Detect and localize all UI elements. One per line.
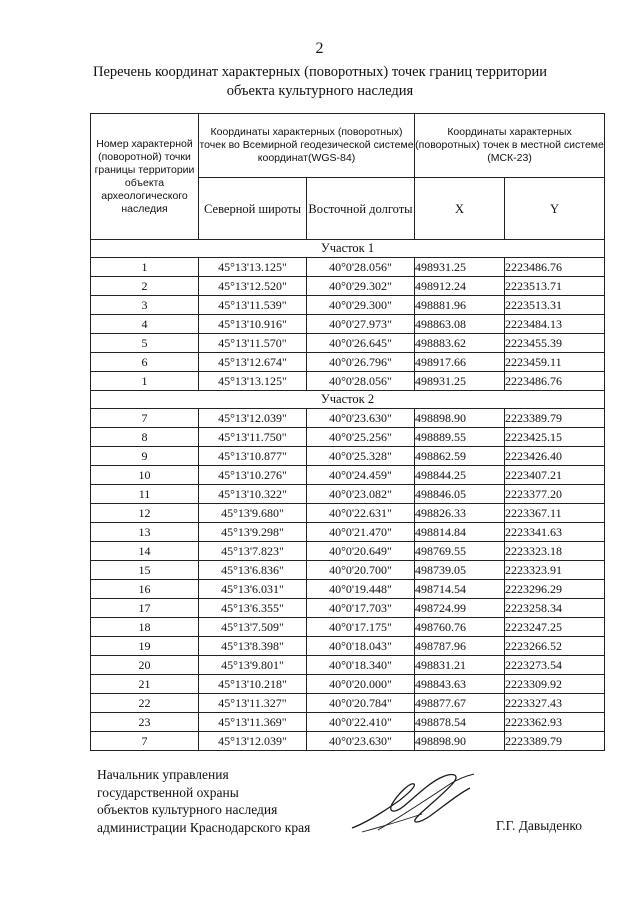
latitude-cell: 45°13'9.680" (199, 504, 307, 523)
x-coordinate-cell: 498843.63 (415, 675, 505, 694)
latitude-cell: 45°13'10.877" (199, 447, 307, 466)
signatory-name: Г.Г. Давыденко (496, 818, 583, 833)
point-number-cell: 2 (91, 277, 199, 296)
x-coordinate-cell: 498862.59 (415, 447, 505, 466)
latitude-cell: 45°13'11.369" (199, 713, 307, 732)
y-coordinate-cell: 2223486.76 (505, 258, 605, 277)
longitude-cell: 40°0'27.973" (307, 315, 415, 334)
longitude-cell: 40°0'26.645" (307, 334, 415, 353)
x-coordinate-cell: 498881.96 (415, 296, 505, 315)
y-coordinate-cell: 2223266.52 (505, 637, 605, 656)
longitude-cell: 40°0'19.448" (307, 580, 415, 599)
latitude-cell: 45°13'12.674" (199, 353, 307, 372)
x-coordinate-cell: 498898.90 (415, 732, 505, 751)
y-coordinate-cell: 2223367.11 (505, 504, 605, 523)
x-coordinate-cell: 498844.25 (415, 466, 505, 485)
latitude-cell: 45°13'12.039" (199, 732, 307, 751)
x-coordinate-cell: 498878.54 (415, 713, 505, 732)
section-label: Участок 1 (91, 240, 605, 258)
x-coordinate-cell: 498769.55 (415, 542, 505, 561)
point-number-cell: 12 (91, 504, 199, 523)
table-row (91, 580, 605, 599)
latitude-cell: 45°13'9.801" (199, 656, 307, 675)
table-row (91, 599, 605, 618)
point-number-cell: 17 (91, 599, 199, 618)
position-line: Начальник управления (97, 767, 229, 782)
page-number: 2 (315, 40, 324, 57)
y-coordinate-cell: 2223362.93 (505, 713, 605, 732)
point-number-cell: 20 (91, 656, 199, 675)
y-coordinate-cell: 2223513.71 (505, 277, 605, 296)
point-number-cell: 5 (91, 334, 199, 353)
point-number-cell: 1 (91, 372, 199, 391)
longitude-cell: 40°0'29.302" (307, 277, 415, 296)
x-coordinate-cell: 498846.05 (415, 485, 505, 504)
header-latitude: Северной широты (199, 178, 307, 240)
latitude-cell: 45°13'10.218" (199, 675, 307, 694)
x-coordinate-cell: 498898.90 (415, 409, 505, 428)
table-row (91, 504, 605, 523)
latitude-cell: 45°13'10.276" (199, 466, 307, 485)
document-title (60, 63, 580, 101)
y-coordinate-cell: 2223459.11 (505, 353, 605, 372)
y-coordinate-cell: 2223389.79 (505, 409, 605, 428)
longitude-cell: 40°0'24.459" (307, 466, 415, 485)
latitude-cell: 45°13'11.539" (199, 296, 307, 315)
point-number-cell: 19 (91, 637, 199, 656)
y-coordinate-cell: 2223425.15 (505, 428, 605, 447)
x-coordinate-cell: 498917.66 (415, 353, 505, 372)
latitude-cell: 45°13'7.823" (199, 542, 307, 561)
table-row (91, 334, 605, 353)
x-coordinate-cell: 498931.25 (415, 372, 505, 391)
latitude-cell: 45°13'6.836" (199, 561, 307, 580)
point-number-cell: 11 (91, 485, 199, 504)
longitude-cell: 40°0'29.300" (307, 296, 415, 315)
x-coordinate-cell: 498889.55 (415, 428, 505, 447)
y-coordinate-cell: 2223296.29 (505, 580, 605, 599)
position-line: объектов культурного наследия (97, 802, 278, 817)
header-local-coordinates: Координаты характерных (поворотных) точек в местной системе (МСК-23) (415, 114, 605, 178)
x-coordinate-cell: 498714.54 (415, 580, 505, 599)
y-coordinate-cell: 2223484.13 (505, 315, 605, 334)
longitude-cell: 40°0'23.630" (307, 409, 415, 428)
longitude-cell: 40°0'28.056" (307, 258, 415, 277)
y-coordinate-cell: 2223247.25 (505, 618, 605, 637)
longitude-cell: 40°0'17.175" (307, 618, 415, 637)
x-coordinate-cell: 498931.25 (415, 258, 505, 277)
x-coordinate-cell: 498883.62 (415, 334, 505, 353)
latitude-cell: 45°13'12.520" (199, 277, 307, 296)
latitude-cell: 45°13'10.916" (199, 315, 307, 334)
position-line: государственной охраны (97, 784, 239, 800)
longitude-cell: 40°0'26.796" (307, 353, 415, 372)
table-row (91, 466, 605, 485)
point-number-cell: 16 (91, 580, 199, 599)
x-coordinate-cell: 498912.24 (415, 277, 505, 296)
y-coordinate-cell: 2223327.43 (505, 694, 605, 713)
table-row (91, 409, 605, 428)
x-coordinate-cell: 498831.21 (415, 656, 505, 675)
latitude-cell: 45°13'10.322" (199, 485, 307, 504)
y-coordinate-cell: 2223486.76 (505, 372, 605, 391)
latitude-cell: 45°13'11.750" (199, 428, 307, 447)
table-row (91, 315, 605, 334)
latitude-cell: 45°13'6.031" (199, 580, 307, 599)
longitude-cell: 40°0'23.082" (307, 485, 415, 504)
point-number-cell: 3 (91, 296, 199, 315)
latitude-cell: 45°13'7.509" (199, 618, 307, 637)
point-number-cell: 15 (91, 561, 199, 580)
table-row (91, 372, 605, 391)
latitude-cell: 45°13'13.125" (199, 258, 307, 277)
longitude-cell: 40°0'23.630" (307, 732, 415, 751)
x-coordinate-cell: 498739.05 (415, 561, 505, 580)
longitude-cell: 40°0'17.703" (307, 599, 415, 618)
header-point-number: Номер характерной (поворотной) точки границы территории объекта археологического наследия (91, 114, 199, 240)
longitude-cell: 40°0'18.043" (307, 637, 415, 656)
longitude-cell: 40°0'18.340" (307, 656, 415, 675)
y-coordinate-cell: 2223389.79 (505, 732, 605, 751)
y-coordinate-cell: 2223258.34 (505, 599, 605, 618)
table-row (91, 296, 605, 315)
table-row (91, 485, 605, 504)
point-number-cell: 23 (91, 713, 199, 732)
latitude-cell: 45°13'11.327" (199, 694, 307, 713)
point-number-cell: 21 (91, 675, 199, 694)
header-x: X (415, 178, 505, 240)
table-row (91, 428, 605, 447)
table-row (91, 694, 605, 713)
longitude-cell: 40°0'20.784" (307, 694, 415, 713)
longitude-cell: 40°0'25.328" (307, 447, 415, 466)
latitude-cell: 45°13'12.039" (199, 409, 307, 428)
point-number-cell: 18 (91, 618, 199, 637)
table-row (91, 447, 605, 466)
y-coordinate-cell: 2223513.31 (505, 296, 605, 315)
position-line: администрации Краснодарского края (97, 819, 311, 835)
point-number-cell: 9 (91, 447, 199, 466)
point-number-cell: 1 (91, 258, 199, 277)
x-coordinate-cell: 498760.76 (415, 618, 505, 637)
header-y: Y (505, 178, 605, 240)
y-coordinate-cell: 2223377.20 (505, 485, 605, 504)
signature-position (97, 766, 310, 836)
longitude-cell: 40°0'20.649" (307, 542, 415, 561)
point-number-cell: 10 (91, 466, 199, 485)
table-row (91, 618, 605, 637)
y-coordinate-cell: 2223323.18 (505, 542, 605, 561)
longitude-cell: 40°0'20.000" (307, 675, 415, 694)
x-coordinate-cell: 498877.67 (415, 694, 505, 713)
x-coordinate-cell: 498826.33 (415, 504, 505, 523)
y-coordinate-cell: 2223426.40 (505, 447, 605, 466)
coordinates-table (90, 113, 605, 751)
y-coordinate-cell: 2223323.91 (505, 561, 605, 580)
section-row (91, 240, 605, 258)
table-row (91, 258, 605, 277)
y-coordinate-cell: 2223407.21 (505, 466, 605, 485)
x-coordinate-cell: 498863.08 (415, 315, 505, 334)
point-number-cell: 7 (91, 409, 199, 428)
table-row (91, 713, 605, 732)
latitude-cell: 45°13'6.355" (199, 599, 307, 618)
header-longitude: Восточной долготы (307, 178, 415, 240)
longitude-cell: 40°0'22.410" (307, 713, 415, 732)
table-row (91, 732, 605, 751)
section-label: Участок 2 (91, 391, 605, 409)
handwritten-signature (348, 770, 478, 840)
point-number-cell: 7 (91, 732, 199, 751)
y-coordinate-cell: 2223273.54 (505, 656, 605, 675)
latitude-cell: 45°13'8.398" (199, 637, 307, 656)
latitude-cell: 45°13'11.570" (199, 334, 307, 353)
section-row (91, 391, 605, 409)
table-row (91, 675, 605, 694)
title-line-1: Перечень координат характерных (поворотных) точек границ территории (92, 64, 548, 80)
x-coordinate-cell: 498787.96 (415, 637, 505, 656)
y-coordinate-cell: 2223455.39 (505, 334, 605, 353)
latitude-cell: 45°13'9.298" (199, 523, 307, 542)
point-number-cell: 8 (91, 428, 199, 447)
point-number-cell: 13 (91, 523, 199, 542)
table-body (91, 240, 605, 751)
point-number-cell: 22 (91, 694, 199, 713)
x-coordinate-cell: 498814.84 (415, 523, 505, 542)
table-row (91, 542, 605, 561)
longitude-cell: 40°0'28.056" (307, 372, 415, 391)
longitude-cell: 40°0'20.700" (307, 561, 415, 580)
table-row (91, 656, 605, 675)
longitude-cell: 40°0'25.256" (307, 428, 415, 447)
header-wgs-coordinates: Координаты характерных (поворотных) точек во Всемирной геодезической системе координат(WGS-84) (199, 114, 415, 178)
longitude-cell: 40°0'21.470" (307, 523, 415, 542)
table-row (91, 637, 605, 656)
y-coordinate-cell: 2223341.63 (505, 523, 605, 542)
point-number-cell: 6 (91, 353, 199, 372)
table-row (91, 561, 605, 580)
longitude-cell: 40°0'22.631" (307, 504, 415, 523)
latitude-cell: 45°13'13.125" (199, 372, 307, 391)
x-coordinate-cell: 498724.99 (415, 599, 505, 618)
point-number-cell: 4 (91, 315, 199, 334)
table-row (91, 277, 605, 296)
table-row (91, 523, 605, 542)
title-line-2: объекта культурного наследия (226, 83, 414, 99)
y-coordinate-cell: 2223309.92 (505, 675, 605, 694)
point-number-cell: 14 (91, 542, 199, 561)
table-row (91, 353, 605, 372)
